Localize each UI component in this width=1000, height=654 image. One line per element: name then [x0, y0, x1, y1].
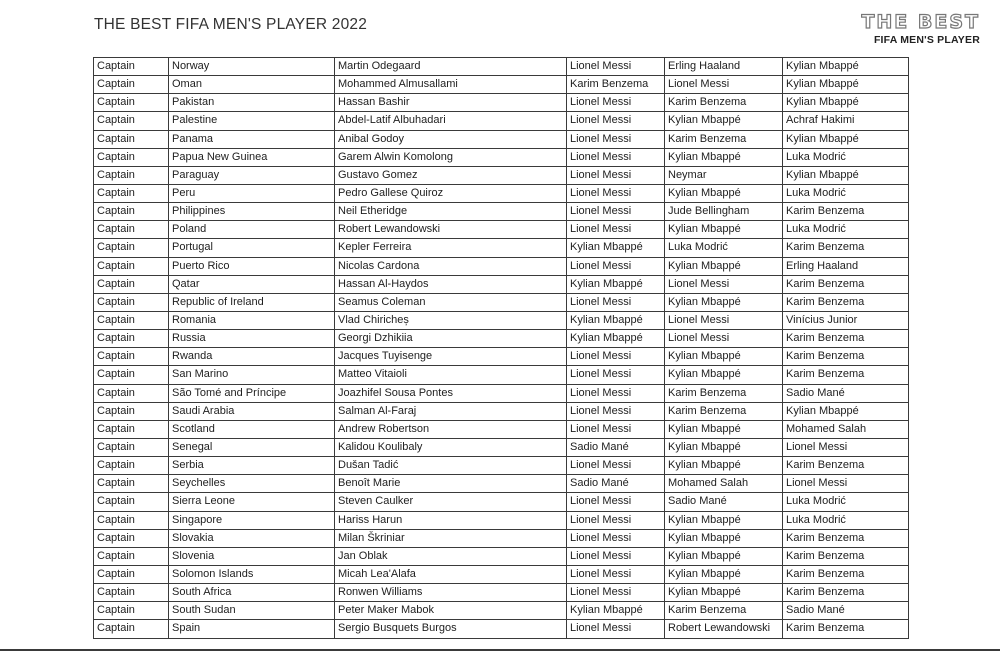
table-row	[94, 94, 909, 112]
country-cell: Saudi Arabia	[169, 402, 335, 420]
table-row	[94, 221, 909, 239]
table-row	[94, 529, 909, 547]
country-cell: Poland	[169, 221, 335, 239]
page-title: THE BEST FIFA MEN'S PLAYER 2022	[94, 16, 368, 33]
second-choice-cell: Karim Benzema	[665, 402, 783, 420]
first-choice-cell: Lionel Messi	[567, 293, 665, 311]
voter-name-cell: Robert Lewandowski	[335, 221, 567, 239]
table-row	[94, 420, 909, 438]
country-cell: Solomon Islands	[169, 565, 335, 583]
third-choice-cell: Karim Benzema	[783, 293, 909, 311]
voter-name-cell: Sergio Busquets Burgos	[335, 620, 567, 638]
role-cell: Captain	[94, 511, 169, 529]
role-cell: Captain	[94, 529, 169, 547]
third-choice-cell: Karim Benzema	[783, 584, 909, 602]
third-choice-cell: Mohamed Salah	[783, 420, 909, 438]
table-row	[94, 620, 909, 638]
country-cell: Slovenia	[169, 547, 335, 565]
voter-name-cell: Salman Al-Faraj	[335, 402, 567, 420]
first-choice-cell: Sadio Mané	[567, 475, 665, 493]
voter-name-cell: Martin Odegaard	[335, 58, 567, 76]
table-row	[94, 293, 909, 311]
third-choice-cell: Karim Benzema	[783, 348, 909, 366]
third-choice-cell: Lionel Messi	[783, 475, 909, 493]
voter-name-cell: Benoît Marie	[335, 475, 567, 493]
country-cell: Palestine	[169, 112, 335, 130]
third-choice-cell: Kylian Mbappé	[783, 130, 909, 148]
votes-table	[93, 57, 909, 639]
role-cell: Captain	[94, 493, 169, 511]
role-cell: Captain	[94, 94, 169, 112]
second-choice-cell: Karim Benzema	[665, 384, 783, 402]
voter-name-cell: Micah Lea'Alafa	[335, 565, 567, 583]
second-choice-cell: Kylian Mbappé	[665, 547, 783, 565]
first-choice-cell: Lionel Messi	[567, 58, 665, 76]
role-cell: Captain	[94, 384, 169, 402]
table-row	[94, 311, 909, 329]
role-cell: Captain	[94, 348, 169, 366]
voter-name-cell: Steven Caulker	[335, 493, 567, 511]
voter-name-cell: Mohammed Almusallami	[335, 76, 567, 94]
country-cell: São Tomé and Príncipe	[169, 384, 335, 402]
table-row	[94, 402, 909, 420]
second-choice-cell: Sadio Mané	[665, 493, 783, 511]
role-cell: Captain	[94, 76, 169, 94]
voter-name-cell: Anibal Godoy	[335, 130, 567, 148]
table-row	[94, 166, 909, 184]
voter-name-cell: Ronwen Williams	[335, 584, 567, 602]
role-cell: Captain	[94, 457, 169, 475]
role-cell: Captain	[94, 565, 169, 583]
third-choice-cell: Kylian Mbappé	[783, 76, 909, 94]
country-cell: Singapore	[169, 511, 335, 529]
table-row	[94, 130, 909, 148]
voter-name-cell: Andrew Robertson	[335, 420, 567, 438]
first-choice-cell: Lionel Messi	[567, 547, 665, 565]
role-cell: Captain	[94, 602, 169, 620]
voter-name-cell: Gustavo Gomez	[335, 166, 567, 184]
country-cell: Panama	[169, 130, 335, 148]
third-choice-cell: Karim Benzema	[783, 366, 909, 384]
table-row	[94, 330, 909, 348]
third-choice-cell: Erling Haaland	[783, 257, 909, 275]
country-cell: Republic of Ireland	[169, 293, 335, 311]
second-choice-cell: Kylian Mbappé	[665, 584, 783, 602]
page-bottom-rule	[0, 649, 1000, 651]
third-choice-cell: Luka Modrić	[783, 148, 909, 166]
table-row	[94, 58, 909, 76]
country-cell: Sierra Leone	[169, 493, 335, 511]
logo-wordmark: THE BEST	[861, 11, 980, 33]
country-cell: Scotland	[169, 420, 335, 438]
third-choice-cell: Kylian Mbappé	[783, 58, 909, 76]
voter-name-cell: Milan Škriniar	[335, 529, 567, 547]
voter-name-cell: Jan Oblak	[335, 547, 567, 565]
role-cell: Captain	[94, 366, 169, 384]
third-choice-cell: Sadio Mané	[783, 602, 909, 620]
first-choice-cell: Lionel Messi	[567, 257, 665, 275]
first-choice-cell: Lionel Messi	[567, 348, 665, 366]
table-row	[94, 257, 909, 275]
country-cell: Senegal	[169, 438, 335, 456]
first-choice-cell: Lionel Messi	[567, 420, 665, 438]
role-cell: Captain	[94, 547, 169, 565]
country-cell: Rwanda	[169, 348, 335, 366]
first-choice-cell: Lionel Messi	[567, 565, 665, 583]
second-choice-cell: Lionel Messi	[665, 275, 783, 293]
table-row	[94, 457, 909, 475]
role-cell: Captain	[94, 112, 169, 130]
role-cell: Captain	[94, 584, 169, 602]
voter-name-cell: Hassan Bashir	[335, 94, 567, 112]
country-cell: Russia	[169, 330, 335, 348]
third-choice-cell: Karim Benzema	[783, 529, 909, 547]
second-choice-cell: Robert Lewandowski	[665, 620, 783, 638]
first-choice-cell: Kylian Mbappé	[567, 330, 665, 348]
first-choice-cell: Lionel Messi	[567, 384, 665, 402]
role-cell: Captain	[94, 257, 169, 275]
table-row	[94, 584, 909, 602]
voter-name-cell: Joazhifel Sousa Pontes	[335, 384, 567, 402]
third-choice-cell: Karim Benzema	[783, 565, 909, 583]
voter-name-cell: Hariss Harun	[335, 511, 567, 529]
first-choice-cell: Kylian Mbappé	[567, 602, 665, 620]
table-row	[94, 112, 909, 130]
country-cell: Philippines	[169, 203, 335, 221]
second-choice-cell: Kylian Mbappé	[665, 221, 783, 239]
second-choice-cell: Karim Benzema	[665, 130, 783, 148]
voter-name-cell: Abdel-Latif Albuhadari	[335, 112, 567, 130]
voter-name-cell: Nicolas Cardona	[335, 257, 567, 275]
first-choice-cell: Lionel Messi	[567, 457, 665, 475]
second-choice-cell: Kylian Mbappé	[665, 420, 783, 438]
voter-name-cell: Kalidou Koulibaly	[335, 438, 567, 456]
table-row	[94, 275, 909, 293]
first-choice-cell: Lionel Messi	[567, 620, 665, 638]
table-row	[94, 511, 909, 529]
voter-name-cell: Pedro Gallese Quiroz	[335, 184, 567, 202]
first-choice-cell: Karim Benzema	[567, 76, 665, 94]
second-choice-cell: Kylian Mbappé	[665, 565, 783, 583]
third-choice-cell: Karim Benzema	[783, 547, 909, 565]
first-choice-cell: Lionel Messi	[567, 402, 665, 420]
second-choice-cell: Kylian Mbappé	[665, 529, 783, 547]
voter-name-cell: Peter Maker Mabok	[335, 602, 567, 620]
first-choice-cell: Sadio Mané	[567, 438, 665, 456]
table-row	[94, 366, 909, 384]
role-cell: Captain	[94, 402, 169, 420]
voter-name-cell: Hassan Al-Haydos	[335, 275, 567, 293]
second-choice-cell: Kylian Mbappé	[665, 348, 783, 366]
country-cell: San Marino	[169, 366, 335, 384]
country-cell: Qatar	[169, 275, 335, 293]
role-cell: Captain	[94, 620, 169, 638]
voter-name-cell: Matteo Vitaioli	[335, 366, 567, 384]
third-choice-cell: Karim Benzema	[783, 330, 909, 348]
third-choice-cell: Luka Modrić	[783, 493, 909, 511]
second-choice-cell: Kylian Mbappé	[665, 184, 783, 202]
country-cell: Norway	[169, 58, 335, 76]
first-choice-cell: Kylian Mbappé	[567, 239, 665, 257]
role-cell: Captain	[94, 239, 169, 257]
second-choice-cell: Jude Bellingham	[665, 203, 783, 221]
second-choice-cell: Kylian Mbappé	[665, 148, 783, 166]
role-cell: Captain	[94, 58, 169, 76]
voter-name-cell: Vlad Chiricheș	[335, 311, 567, 329]
votes-table-body	[94, 58, 909, 639]
first-choice-cell: Lionel Messi	[567, 112, 665, 130]
country-cell: Slovakia	[169, 529, 335, 547]
third-choice-cell: Karim Benzema	[783, 239, 909, 257]
country-cell: Puerto Rico	[169, 257, 335, 275]
role-cell: Captain	[94, 166, 169, 184]
role-cell: Captain	[94, 221, 169, 239]
role-cell: Captain	[94, 293, 169, 311]
third-choice-cell: Karim Benzema	[783, 203, 909, 221]
third-choice-cell: Luka Modrić	[783, 184, 909, 202]
table-row	[94, 602, 909, 620]
table-row	[94, 384, 909, 402]
role-cell: Captain	[94, 475, 169, 493]
country-cell: Paraguay	[169, 166, 335, 184]
role-cell: Captain	[94, 420, 169, 438]
first-choice-cell: Lionel Messi	[567, 184, 665, 202]
third-choice-cell: Karim Benzema	[783, 275, 909, 293]
second-choice-cell: Kylian Mbappé	[665, 366, 783, 384]
table-row	[94, 438, 909, 456]
second-choice-cell: Lionel Messi	[665, 311, 783, 329]
role-cell: Captain	[94, 311, 169, 329]
country-cell: Spain	[169, 620, 335, 638]
second-choice-cell: Kylian Mbappé	[665, 511, 783, 529]
role-cell: Captain	[94, 438, 169, 456]
role-cell: Captain	[94, 184, 169, 202]
first-choice-cell: Lionel Messi	[567, 94, 665, 112]
country-cell: Serbia	[169, 457, 335, 475]
voter-name-cell: Kepler Ferreira	[335, 239, 567, 257]
second-choice-cell: Erling Haaland	[665, 58, 783, 76]
third-choice-cell: Kylian Mbappé	[783, 166, 909, 184]
first-choice-cell: Lionel Messi	[567, 529, 665, 547]
country-cell: Oman	[169, 76, 335, 94]
second-choice-cell: Kylian Mbappé	[665, 457, 783, 475]
first-choice-cell: Lionel Messi	[567, 130, 665, 148]
voter-name-cell: Garem Alwin Komolong	[335, 148, 567, 166]
table-row	[94, 239, 909, 257]
second-choice-cell: Lionel Messi	[665, 76, 783, 94]
voter-name-cell: Dušan Tadić	[335, 457, 567, 475]
second-choice-cell: Karim Benzema	[665, 602, 783, 620]
role-cell: Captain	[94, 275, 169, 293]
second-choice-cell: Kylian Mbappé	[665, 293, 783, 311]
third-choice-cell: Kylian Mbappé	[783, 94, 909, 112]
voter-name-cell: Jacques Tuyisenge	[335, 348, 567, 366]
role-cell: Captain	[94, 330, 169, 348]
table-row	[94, 184, 909, 202]
third-choice-cell: Achraf Hakimi	[783, 112, 909, 130]
logo-subtitle: FIFA MEN'S PLAYER	[873, 34, 980, 46]
third-choice-cell: Sadio Mané	[783, 384, 909, 402]
first-choice-cell: Kylian Mbappé	[567, 311, 665, 329]
second-choice-cell: Kylian Mbappé	[665, 257, 783, 275]
second-choice-cell: Karim Benzema	[665, 94, 783, 112]
table-row	[94, 203, 909, 221]
second-choice-cell: Kylian Mbappé	[665, 112, 783, 130]
role-cell: Captain	[94, 130, 169, 148]
first-choice-cell: Lionel Messi	[567, 221, 665, 239]
the-best-logo	[860, 12, 980, 46]
first-choice-cell: Lionel Messi	[567, 493, 665, 511]
first-choice-cell: Lionel Messi	[567, 203, 665, 221]
country-cell: Papua New Guinea	[169, 148, 335, 166]
third-choice-cell: Vinícius Junior	[783, 311, 909, 329]
third-choice-cell: Karim Benzema	[783, 620, 909, 638]
first-choice-cell: Lionel Messi	[567, 366, 665, 384]
third-choice-cell: Luka Modrić	[783, 221, 909, 239]
country-cell: Romania	[169, 311, 335, 329]
second-choice-cell: Neymar	[665, 166, 783, 184]
role-cell: Captain	[94, 148, 169, 166]
third-choice-cell: Kylian Mbappé	[783, 402, 909, 420]
first-choice-cell: Lionel Messi	[567, 148, 665, 166]
table-row	[94, 348, 909, 366]
table-row	[94, 493, 909, 511]
table-row	[94, 565, 909, 583]
country-cell: South Africa	[169, 584, 335, 602]
third-choice-cell: Karim Benzema	[783, 457, 909, 475]
second-choice-cell: Luka Modrić	[665, 239, 783, 257]
role-cell: Captain	[94, 203, 169, 221]
first-choice-cell: Kylian Mbappé	[567, 275, 665, 293]
table-row	[94, 475, 909, 493]
second-choice-cell: Mohamed Salah	[665, 475, 783, 493]
table-row	[94, 148, 909, 166]
second-choice-cell: Kylian Mbappé	[665, 438, 783, 456]
first-choice-cell: Lionel Messi	[567, 511, 665, 529]
voter-name-cell: Georgi Dzhikiia	[335, 330, 567, 348]
country-cell: Portugal	[169, 239, 335, 257]
voter-name-cell: Neil Etheridge	[335, 203, 567, 221]
voter-name-cell: Seamus Coleman	[335, 293, 567, 311]
country-cell: Peru	[169, 184, 335, 202]
table-row	[94, 76, 909, 94]
table-row	[94, 547, 909, 565]
country-cell: Seychelles	[169, 475, 335, 493]
first-choice-cell: Lionel Messi	[567, 166, 665, 184]
third-choice-cell: Luka Modrić	[783, 511, 909, 529]
second-choice-cell: Lionel Messi	[665, 330, 783, 348]
first-choice-cell: Lionel Messi	[567, 584, 665, 602]
third-choice-cell: Lionel Messi	[783, 438, 909, 456]
country-cell: South Sudan	[169, 602, 335, 620]
country-cell: Pakistan	[169, 94, 335, 112]
